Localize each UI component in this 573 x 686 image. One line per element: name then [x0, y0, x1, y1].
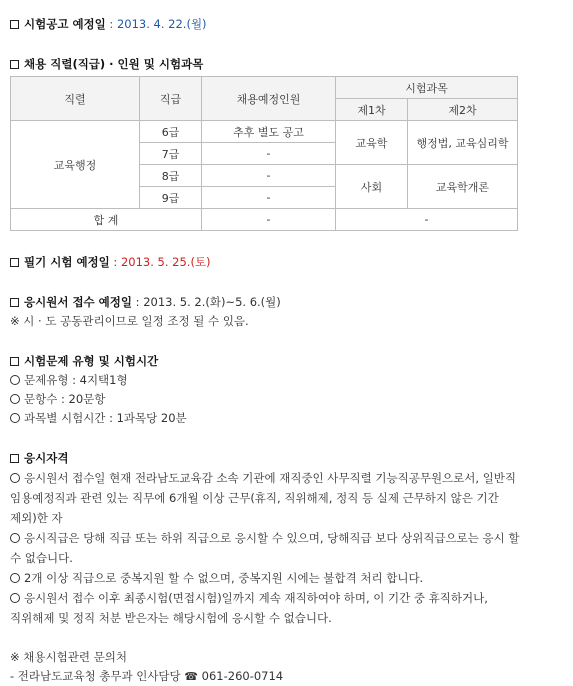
planned-cell: - — [202, 165, 336, 187]
circle-bullet-icon — [10, 394, 20, 404]
contact-title: ※ 채용시험관련 문의처 — [10, 650, 127, 664]
first-subject-cell: 사회 — [336, 165, 408, 209]
checkbox-bullet-icon — [10, 298, 19, 307]
header-grade: 직급 — [140, 77, 202, 121]
grade-cell: 6급 — [140, 121, 202, 143]
series-cell: 교육행정 — [11, 121, 140, 209]
written-exam-date: 필기 시험 예정일 : 2013. 5. 25.(토) — [10, 252, 573, 272]
recruitment-table — [10, 76, 518, 231]
header-subjects: 시험과목 — [336, 77, 518, 99]
grade-cell: 7급 — [140, 143, 202, 165]
contact-line: - 전라남도교육청 총무과 인사담당 ☎ 061-260-0714 — [10, 667, 573, 686]
eligibility-item: 2개 이상 직급으로 중복지원 할 수 없으며, 중복지원 시에는 불합격 처리 합니다. — [10, 568, 522, 588]
circle-bullet-icon — [10, 593, 20, 603]
planned-cell: - — [202, 143, 336, 165]
exam-notice-date: 시험공고 예정일 : 2013. 4. 22.(월) — [10, 14, 573, 34]
grade-cell: 9급 — [140, 187, 202, 209]
notice-date-value: 2013. 4. 22.(월) — [116, 17, 207, 31]
header-first: 제1차 — [336, 99, 408, 121]
written-exam-date-value: 2013. 5. 25.(토) — [120, 255, 211, 269]
recruitment-heading: 채용 직렬(직급) · 인원 및 시험과목 — [10, 54, 573, 74]
checkbox-bullet-icon — [10, 60, 19, 69]
telephone-icon: ☎ — [184, 670, 198, 683]
total-subjects-cell: - — [336, 209, 518, 231]
application-date-value: 2013. 5. 2.(화)~5. 6.(월) — [143, 295, 281, 309]
circle-bullet-icon — [10, 375, 20, 385]
total-label-cell: 합 계 — [11, 209, 202, 231]
application-date: 응시원서 접수 예정일 : 2013. 5. 2.(화)~5. 6.(월) — [10, 292, 573, 312]
eligibility-item: 응시직급은 당해 직급 또는 하위 직급으로 응시할 수 있으며, 당해직급 보다 상위직급으로는 응시 할 수 없습니다. — [10, 531, 520, 565]
list-item: 문항수 : 20문항 — [10, 390, 573, 409]
list-item: 문제유형 : 4지택1형 — [10, 371, 573, 390]
checkbox-bullet-icon — [10, 454, 19, 463]
circle-bullet-icon — [10, 413, 20, 423]
eligibility-item: 응시원서 접수일 현재 전라남도교육감 소속 기관에 재직중인 사무직렬 기능직공무원으로서, 일반직 임용예정직과 관련 있는 직무에 6개월 이상 근무(휴직, 직위해제, 정직 등 실제 근무하지 않은 기간 제외)한 자 — [10, 471, 517, 525]
header-series: 직렬 — [11, 77, 140, 121]
checkbox-bullet-icon — [10, 20, 19, 29]
second-subject-cell: 행정법, 교육심리학 — [408, 121, 518, 165]
header-second: 제2차 — [408, 99, 518, 121]
grade-cell: 8급 — [140, 165, 202, 187]
checkbox-bullet-icon — [10, 258, 19, 267]
list-item: 과목별 시험시간 : 1과목당 20분 — [10, 409, 573, 428]
second-subject-cell: 교육학개론 — [408, 165, 518, 209]
planned-cell: 추후 별도 공고 — [202, 121, 336, 143]
first-subject-cell: 교육학 — [336, 121, 408, 165]
total-planned-cell: - — [202, 209, 336, 231]
exam-type-heading: 시험문제 유형 및 시험시간 — [10, 351, 573, 371]
planned-cell: - — [202, 187, 336, 209]
circle-bullet-icon — [10, 533, 20, 543]
circle-bullet-icon — [10, 573, 20, 583]
phone-number: 061-260-0714 — [201, 669, 284, 683]
checkbox-bullet-icon — [10, 357, 19, 366]
eligibility-item: 응시원서 접수 이후 최종시험(면접시험)일까지 계속 재직하여야 하며, 이 기간 중 휴직하거나, 직위해제 및 정직 처분 받은자는 해당시험에 응시할 수 없습니다. — [10, 591, 488, 625]
schedule-note: ※ 시 · 도 공동관리이므로 일정 조정 될 수 있음. — [10, 314, 249, 328]
eligibility-heading: 응시자격 — [10, 448, 573, 468]
circle-bullet-icon — [10, 473, 20, 483]
header-planned: 채용예정인원 — [202, 77, 336, 121]
